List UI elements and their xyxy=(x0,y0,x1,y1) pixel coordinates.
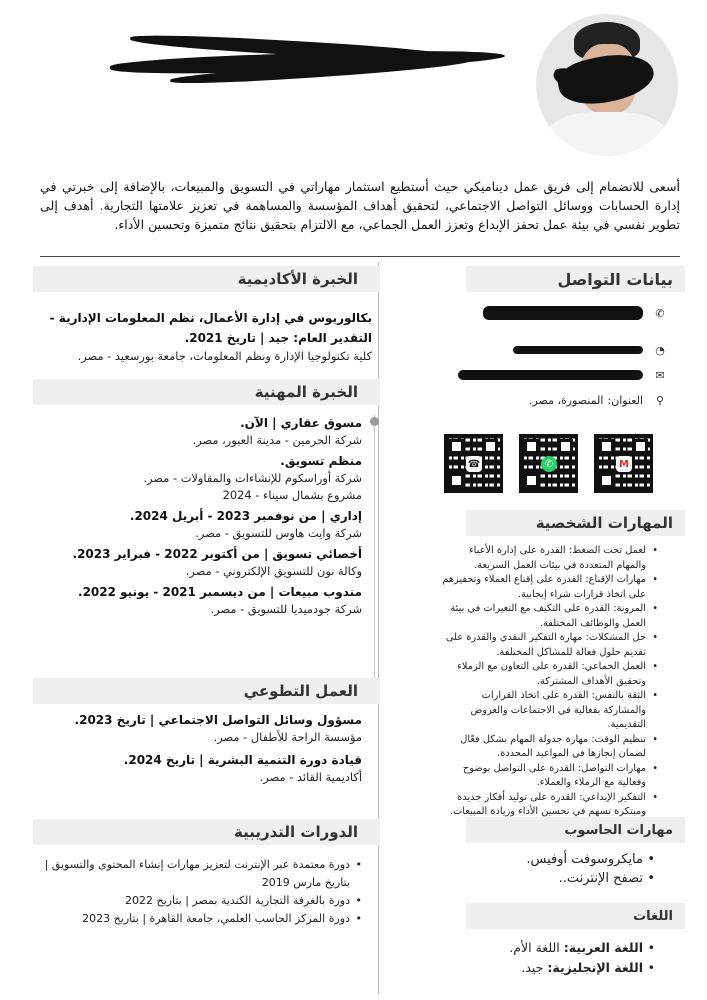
skill-item: • مهارات الإقناع: القدرة على إقناع العملاء وتحفيزهم على اتخاذ قرارات شراء إيجابية. xyxy=(440,573,658,602)
contact-email xyxy=(457,364,667,386)
skill-item: • الثقة بالنفس: القدرة على اتخاذ القرارات والمشاركة بفعالية في الاجتماعات والعروض التقديمية. xyxy=(440,689,658,733)
column-divider xyxy=(378,262,379,994)
skill-item: • لعمل تحت الضغط: القدرة على إدارة الأعباء والمهام المتعددة في بيئات العمل السريعة. xyxy=(440,544,658,573)
volunteer-heading: العمل التطوعي xyxy=(33,678,380,704)
experience-item: منظم تسويق. شركة أوراسكوم للإنشاءات والمقاولات - مصر. مشروع بشمال سيناء - 2024 xyxy=(143,454,362,502)
whatsapp-icon: ✆ xyxy=(541,456,557,472)
header-divider xyxy=(40,256,680,257)
whatsapp-redaction xyxy=(513,346,643,354)
location-pin-icon: ⚲ xyxy=(655,393,665,407)
whatsapp-icon: ◔ xyxy=(655,343,665,357)
experience-item: أخصائي تسويق | من أكتوبر 2022 - فبراير 2023. وكالة نون للتسويق الإلكتروني - مصر. xyxy=(72,547,362,578)
skill-item: • تنظيم الوقت: مهارة جدولة المهام بشكل فعّال لضمان إنجازها في المواعيد المحددة. xyxy=(440,733,658,762)
mail-icon: ✉ xyxy=(655,368,665,382)
qr-code-icon[interactable] xyxy=(519,434,578,493)
address-label: العنوان: xyxy=(607,393,643,407)
experience-list xyxy=(40,415,362,618)
phone-redaction xyxy=(483,306,643,320)
skill-item: • حل المشكلات: مهارة التفكير النقدي والقدرة على تقديم حلول فعالة للمشاكل المختلفة. xyxy=(440,631,658,660)
experience-item: مسوق عقاري | الآن. شركة الحرمين - مدينة العبور، مصر. xyxy=(192,416,362,447)
experience-heading: الخبرة المهنية xyxy=(33,379,380,405)
skills-heading: المهارات الشخصية xyxy=(466,510,685,536)
volunteer-list xyxy=(40,712,362,786)
profile-photo xyxy=(536,14,678,156)
skills-list xyxy=(440,544,658,820)
language-item: • اللغة العربية: اللغة الأم. xyxy=(470,938,655,958)
volunteer-item: قيادة دورة التنمية البشرية | تاريخ 2024. أكاديمية القائد - مصر. xyxy=(123,753,362,784)
languages-heading: اللغات xyxy=(466,903,685,929)
computer-skill-item: • مايكروسوفت أوفيس. xyxy=(480,850,655,869)
education-block xyxy=(40,308,372,365)
education-degree: بكالوريوس في إدارة الأعمال، نظم المعلومات الإدارية - التقدير العام: جيد | تاريخ 2021. xyxy=(49,311,372,345)
address-value: المنصورة، مصر. xyxy=(529,393,604,407)
contact-heading: بيانات التواصل xyxy=(466,266,685,292)
contact-phone xyxy=(457,302,667,324)
timeline-dot xyxy=(370,417,379,426)
skill-item: • مهارات التواصل: القدرة على التواصل بوضوح وفعالية مع الزملاء والعملاء. xyxy=(440,762,658,791)
computer-skill-item: • تصفح الإنترنت.. xyxy=(480,869,655,888)
skill-item: • العمل الجماعي: القدرة على التعاون مع الزملاء وتحقيق الأهداف المشتركة. xyxy=(440,660,658,689)
computer-skills-heading: مهارات الحاسوب xyxy=(466,817,685,843)
email-redaction xyxy=(458,370,643,380)
languages-list xyxy=(470,938,655,978)
skill-item: • التفكير الإبداعي: القدرة على توليد أفكار جديدة ومبتكرة تسهم في تحسين الأداء وزيادة المبيعات. xyxy=(440,791,658,820)
name-redaction xyxy=(110,35,505,85)
courses-heading: الدورات التدريبية xyxy=(33,819,380,845)
education-heading: الخبرة الأكاديمية xyxy=(33,266,380,292)
phone-icon: ☎ xyxy=(466,456,482,472)
experience-item: إداري | من نوفمبر 2023 - أبريل 2024. شركة وايت هاوس للتسويق - مصر. xyxy=(129,509,362,540)
course-item: • دورة بالغرفة التجارية الكندية بمصر | بتاريخ 2022 xyxy=(40,892,362,910)
language-item: • اللغة الإنجليزية: جيد. xyxy=(470,958,655,978)
timeline-line xyxy=(374,415,375,683)
career-objective: أسعى للانضمام إلى فريق عمل ديناميكي حيث أستطيع استثمار مهاراتي في التسويق والمبيعات، بالإضافة إلى خبرتي في إدارة الحسابات ووسائل التواصل الاجتماعي، لتحقيق أهداف المؤسسة والمساهمة في تعزيز علامتها التجارية. أهدف إلى تطوير نفسي في بيئة عمل تحفز الإبداع وتعزز العمل الجماعي، مع الالتزام بتحقيق نتائج متميزة وتحسين الأداء. xyxy=(40,179,680,232)
course-item: • دورة المركز الحاسب العلمي، جامعة القاهرة | بتاريخ 2023 xyxy=(40,910,362,928)
experience-item: مندوب مبيعات | من ديسمبر 2021 - يونيو 2022. شركة جودميديا للتسويق - مصر. xyxy=(78,585,362,616)
contact-whatsapp xyxy=(457,339,667,361)
mail-icon: M xyxy=(616,456,632,472)
volunteer-item: مسؤول وسائل التواصل الاجتماعي | تاريخ 2023. مؤسسة الراحة للأطفال - مصر. xyxy=(74,713,362,744)
contact-address xyxy=(457,389,667,411)
courses-list xyxy=(40,856,362,928)
qr-code-icon[interactable] xyxy=(444,434,503,493)
phone-icon: ✆ xyxy=(655,306,665,320)
computer-skills-list xyxy=(480,850,655,888)
skill-item: • المرونة: القدرة على التكيف مع التغيرات في بيئة العمل والوظائف المختلفة. xyxy=(440,602,658,631)
course-item: • دورة معتمدة عبر الإنترنت لتعزيز مهارات إنشاء المحتوى والتسويق | بتاريخ مارس 2019 xyxy=(40,856,362,892)
education-school: كلية تكنولوجيا الإدارة ونظم المعلومات، جامعة بورسعيد - مصر. xyxy=(77,349,372,363)
qr-code-icon[interactable] xyxy=(594,434,653,493)
